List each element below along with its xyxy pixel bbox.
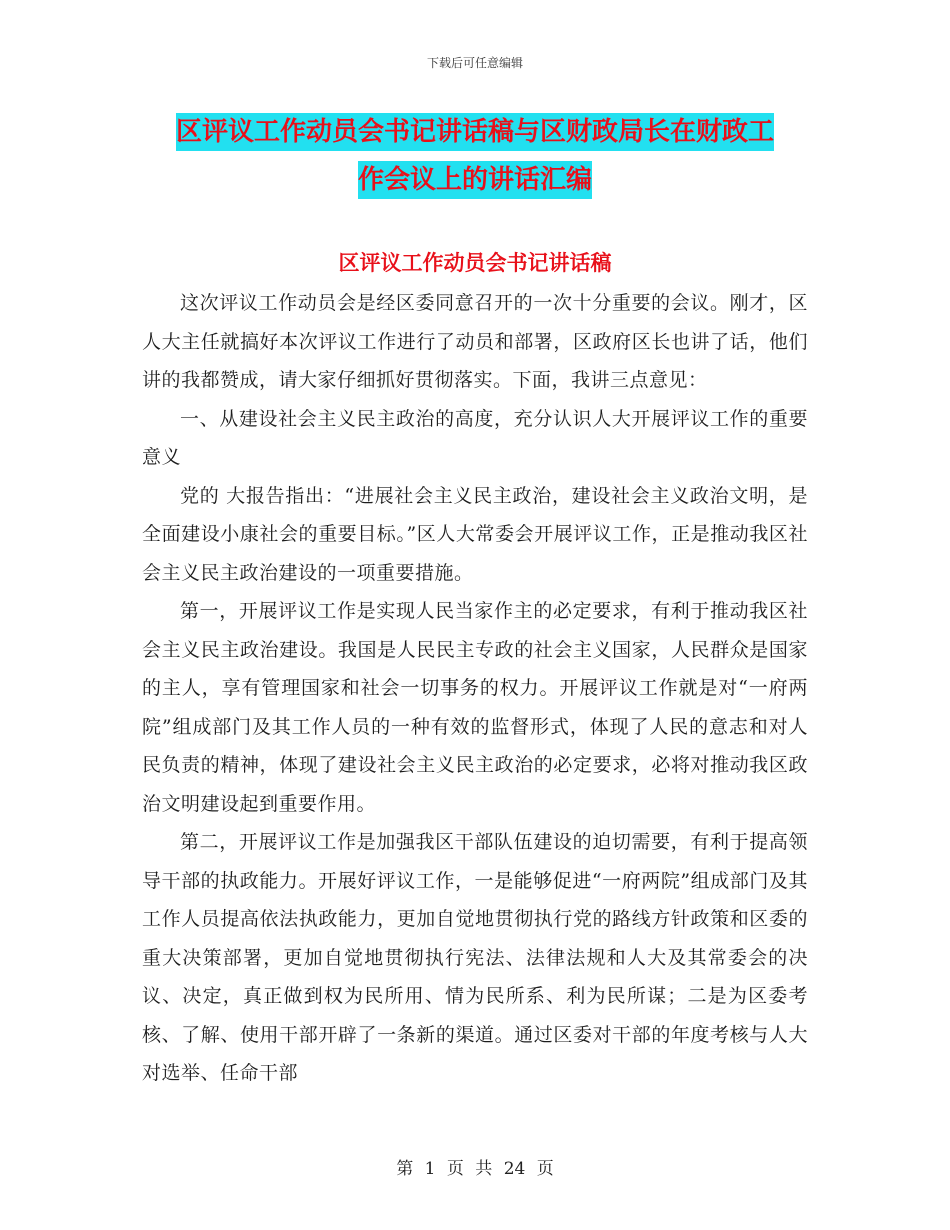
document-title [140, 108, 810, 204]
paragraph: 第一，开展评议工作是实现人民当家作主的必定要求，有利于推动我区社会主义民主政治建设。我国是人民民主专政的社会主义国家，人民群众是国家的主人，享有管理国家和社会一切事务的权力。开展评议工作就是对“一府两院”组成部门及其工作人员的一种有效的监督形式，体现了人民的意志和对人民负责的精神，体现了建设社会主义民主政治的必定要求，必将对推动我区政治文明建设起到重要作用。 [142, 600, 808, 815]
page-number-footer: 第 1 页 共 24 页 [396, 1159, 554, 1179]
paragraph: 党的 大报告指出：“进展社会主义民主政治，建设社会主义政治文明，是全面建设小康社会的重要目标。”区人大常委会开展评议工作，正是推动我区社会主义民主政治建设的一项重要措施。 [142, 484, 808, 584]
download-note: 下载后可任意编辑 [426, 56, 523, 70]
document-title-line-2: 作会议上的讲话汇编 [358, 161, 592, 199]
paragraph: 第二，开展评议工作是加强我区干部队伍建设的迫切需要，有利于提高领导干部的执政能力。开展好评议工作，一是能够促进“一府两院”组成部门及其工作人员提高依法执政能力，更加自觉地贯彻执行党的路线方针政策和区委的重大决策部署，更加自觉地贯彻执行宪法、法律法规和人大及其常委会的决议、决定，真正做到权为民所用、情为民所系、利为民所谋；二是为区委考核、了解、使用干部开辟了一条新的渠道。通过区委对干部的年度考核与人大对选举、任命干部 [142, 831, 808, 1084]
paragraph: 这次评议工作动员会是经区委同意召开的一次十分重要的会议。刚才，区人大主任就搞好本次评议工作进行了动员和部署，区政府区长也讲了话，他们讲的我都赞成，请大家仔细抓好贯彻落实。下面，我讲三点意见： [142, 292, 808, 391]
section-title: 区评议工作动员会书记讲话稿 [338, 251, 612, 275]
document-body [142, 284, 808, 1093]
document-title-line-1: 区评议工作动员会书记讲话稿与区财政局长在财政工 [176, 113, 774, 151]
paragraph: 一、从建设社会主义民主政治的高度，充分认识人大开展评议工作的重要意义 [142, 407, 808, 468]
